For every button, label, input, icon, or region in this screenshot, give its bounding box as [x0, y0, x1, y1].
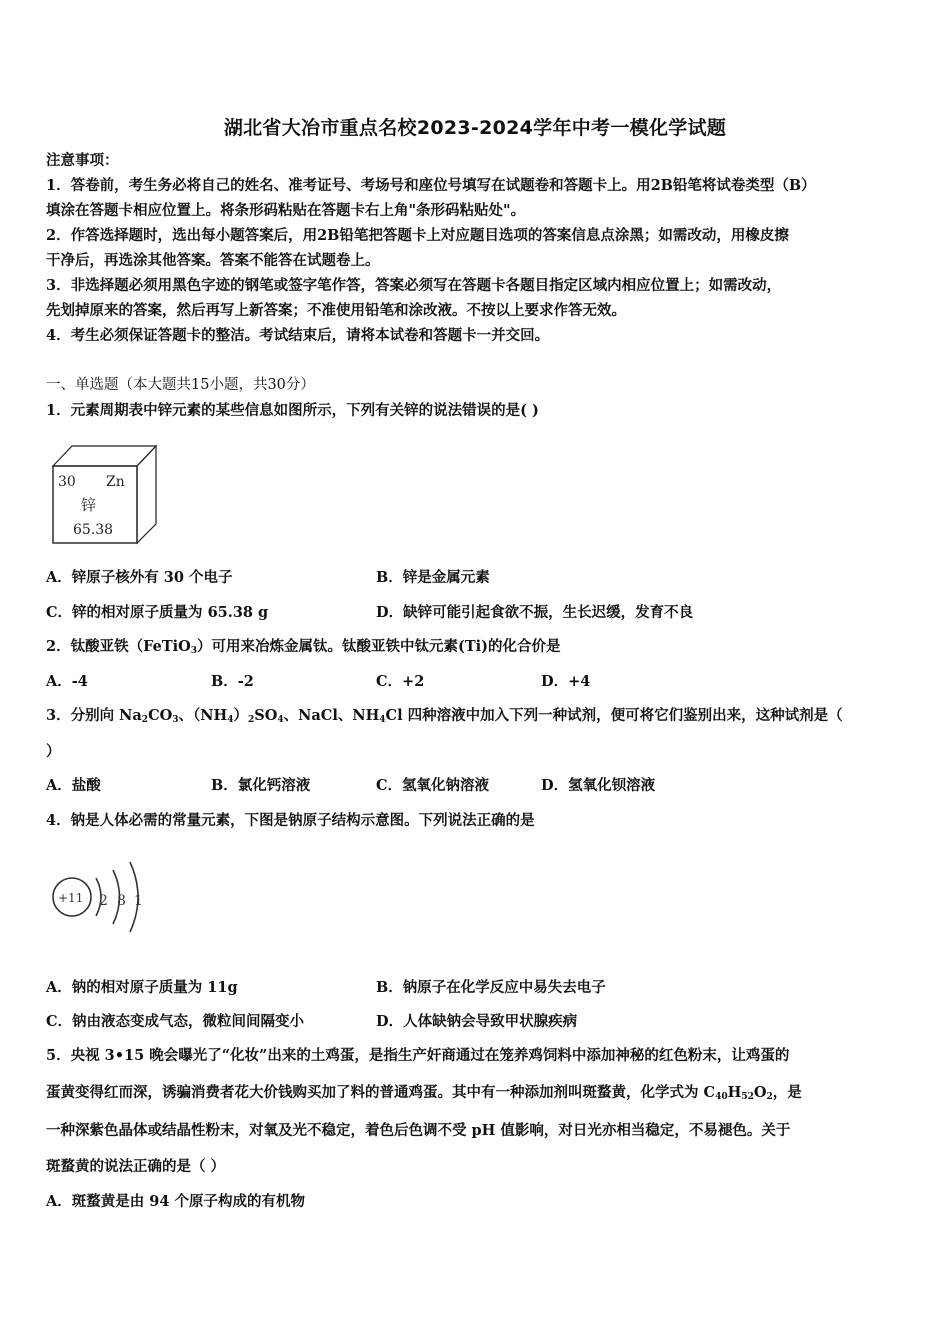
section-heading: 一、单选题（本大题共15小题，共30分）: [46, 377, 315, 393]
option: A．钠的相对原子质量为 11g: [46, 979, 238, 996]
nucleus-charge: +11: [58, 891, 84, 905]
option: D．缺锌可能引起食欲不振，生长迟缓，发育不良: [376, 604, 694, 621]
option: C．氢氧化钠溶液: [376, 777, 490, 794]
question-3-stem: 3．分别向 $Na_2CO_3$、$(NH_4)_2SO_4$、NaCl、$NH_4Cl$ 四种溶液中加入下列一种试剂，便可将它们鉴别出来，这种试剂是（: [46, 707, 843, 725]
question-3-stem-end: ）: [46, 743, 61, 760]
question-1-stem: 1．元素周期表中锌元素的某些信息如图所示，下列有关锌的说法错误的是( ): [46, 402, 539, 419]
notice-line: 先划掉原来的答案，然后再写上新答案；不准使用铅笔和涂改液。不按以上要求作答无效。: [46, 302, 626, 319]
option: C．+2: [376, 673, 425, 690]
shell-electrons: 2: [99, 893, 108, 909]
notice-heading: 注意事项：: [46, 152, 119, 169]
notice-line: 4．考生必须保证答题卡的整洁。考试结束后，请将本试卷和答题卡一并交回。: [46, 327, 550, 344]
option: A．-4: [46, 673, 88, 690]
option: A．锌原子核外有 30 个电子: [46, 569, 233, 586]
question-2-stem: 2．钛酸亚铁（FeTiO$_3$）可用来冶炼金属钛。钛酸亚铁中钛元素(Ti)的化合价是: [46, 638, 561, 656]
element-symbol: Zn: [106, 474, 125, 490]
notice-line: 1．答卷前，考生务必将自己的姓名、准考证号、考场号和座位号填写在试题卷和答题卡上。用2B铅笔将试卷类型（B）: [46, 177, 816, 194]
question-5-stem: 蛋黄变得红而深，诱骗消费者花大价钱购买加了料的普通鸡蛋。其中有一种添加剂叫斑蝥黄，化学式为 $C_{40}H_{52}O_2$，是: [46, 1084, 802, 1102]
shell-electrons: 1: [134, 893, 143, 909]
notice-line: 3．非选择题必须用黑色字迹的钢笔或签字笔作答，答案必须写在答题卡各题目指定区域内相应位置上；如需改动，: [46, 277, 782, 294]
option: B．钠原子在化学反应中易失去电子: [376, 979, 606, 996]
element-name: 锌: [81, 496, 97, 514]
option: D．人体缺钠会导致甲状腺疾病: [376, 1013, 578, 1030]
option: C．锌的相对原子质量为 65.38 g: [46, 604, 269, 621]
option: D．+4: [541, 673, 591, 690]
page-title: 湖北省大冶市重点名校2023-2024学年中考一模化学试题: [223, 117, 727, 139]
element-mass: 65.38: [73, 522, 114, 538]
option: A．盐酸: [46, 777, 101, 794]
notice-line: 填涂在答题卡相应位置上。将条形码粘贴在答题卡右上角"条形码粘贴处"。: [46, 202, 526, 219]
option: B．氯化钙溶液: [211, 777, 311, 794]
option: D．氢氧化钡溶液: [541, 777, 656, 794]
zinc-element-card: [48, 440, 162, 548]
option: B．-2: [211, 673, 254, 690]
option: A．斑蝥黄是由 94 个原子构成的有机物: [46, 1193, 306, 1210]
option: B．锌是金属元素: [376, 569, 490, 586]
option: C．钠由液态变成气态，微粒间间隔变小: [46, 1013, 305, 1030]
notice-line: 干净后，再选涂其他答案。答案不能答在试题卷上。: [46, 252, 380, 269]
shell-electrons: 8: [117, 893, 126, 909]
question-5-stem: 一种深紫色晶体或结晶性粉末，对氧及光不稳定，着色后色调不受 pH 值影响，对日光亦相当稳定，不易褪色。关于: [46, 1122, 791, 1139]
question-4-stem: 4．钠是人体必需的常量元素，下图是钠原子结构示意图。下列说法正确的是: [46, 812, 535, 829]
element-number: 30: [58, 474, 76, 490]
question-5-stem: 斑蝥黄的说法正确的是（ ）: [46, 1158, 226, 1175]
notice-line: 2．作答选择题时，选出每小题答案后，用2B铅笔把答题卡上对应题目选项的答案信息点涂黑；如需改动，用橡皮擦: [46, 227, 789, 244]
sodium-atom-diagram: [46, 848, 146, 944]
question-5-stem: 5．央视 3•15 晚会曝光了“化妆”出来的土鸡蛋，是指生产奸商通过在笼养鸡饲料中添加神秘的红色粉末，让鸡蛋的: [46, 1047, 790, 1064]
